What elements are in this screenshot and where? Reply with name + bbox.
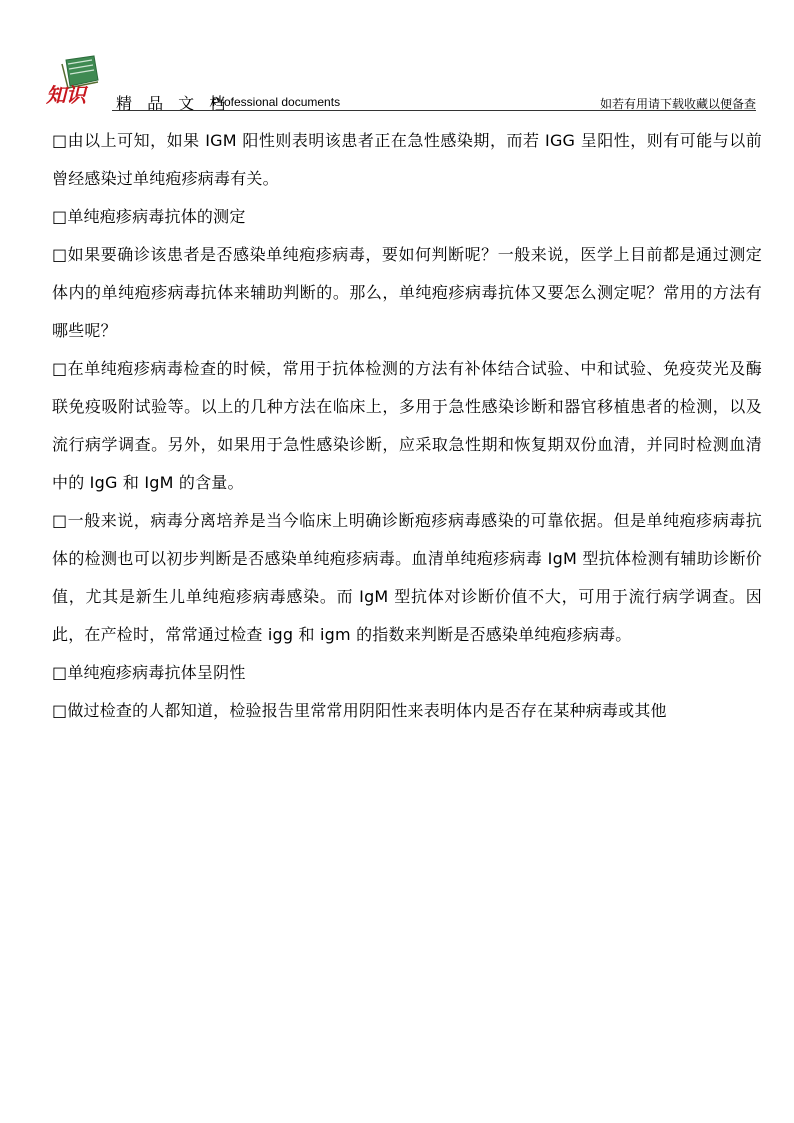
paragraph: □如果要确诊该患者是否感染单纯疱疹病毒，要如何判断呢？一般来说，医学上目前都是通过测定体内的单纯疱疹病毒抗体来辅助判断的。那么，单纯疱疹病毒抗体又要怎么测定呢？常用的方法有哪些呢？ <box>52 245 762 340</box>
brand-title: 精 品 文 档 <box>116 94 231 113</box>
section-heading: □单纯疱疹病毒抗体呈阴性 <box>52 663 246 682</box>
page-header <box>0 0 794 112</box>
logo-text: 知识 <box>46 83 86 106</box>
section-heading: □单纯疱疹病毒抗体的测定 <box>52 207 246 226</box>
book-logo-icon <box>44 54 104 106</box>
paragraph: □由以上可知，如果 IGM 阳性则表明该患者正在急性感染期，而若 IGG 呈阳性，则有可能与以前曾经感染过单纯疱疹病毒有关。 <box>52 131 762 188</box>
paragraph: □在单纯疱疹病毒检查的时候，常用于抗体检测的方法有补体结合试验、中和试验、免疫荧光及酶联免疫吸附试验等。以上的几种方法在临床上，多用于急性感染诊断和器官移植患者的检测，以及流行病学调查。另外，如果用于急性感染诊断，应采取急性期和恢复期双份血清，并同时检测血清中的 IgG 和 IgM 的含量。 <box>52 359 762 492</box>
brand-subtitle: Professional documents <box>212 95 341 109</box>
paragraph: □做过检查的人都知道，检验报告里常常用阴阳性来表明体内是否存在某种病毒或其他 <box>52 701 667 720</box>
header-note: 如若有用请下载收藏以便备查 <box>599 97 756 111</box>
header-divider <box>112 110 756 111</box>
document-body <box>52 122 762 730</box>
paragraph: □一般来说，病毒分离培养是当今临床上明确诊断疱疹病毒感染的可靠依据。但是单纯疱疹病毒抗体的检测也可以初步判断是否感染单纯疱疹病毒。血清单纯疱疹病毒 IgM 型抗体检测有辅助诊断价值，尤其是新生儿单纯疱疹病毒感染。而 IgM 型抗体对诊断价值不大，可用于流行病学调查。因此，在产检时，常常通过检查 igg 和 igm 的指数来判断是否感染单纯疱疹病毒。 <box>52 511 762 644</box>
